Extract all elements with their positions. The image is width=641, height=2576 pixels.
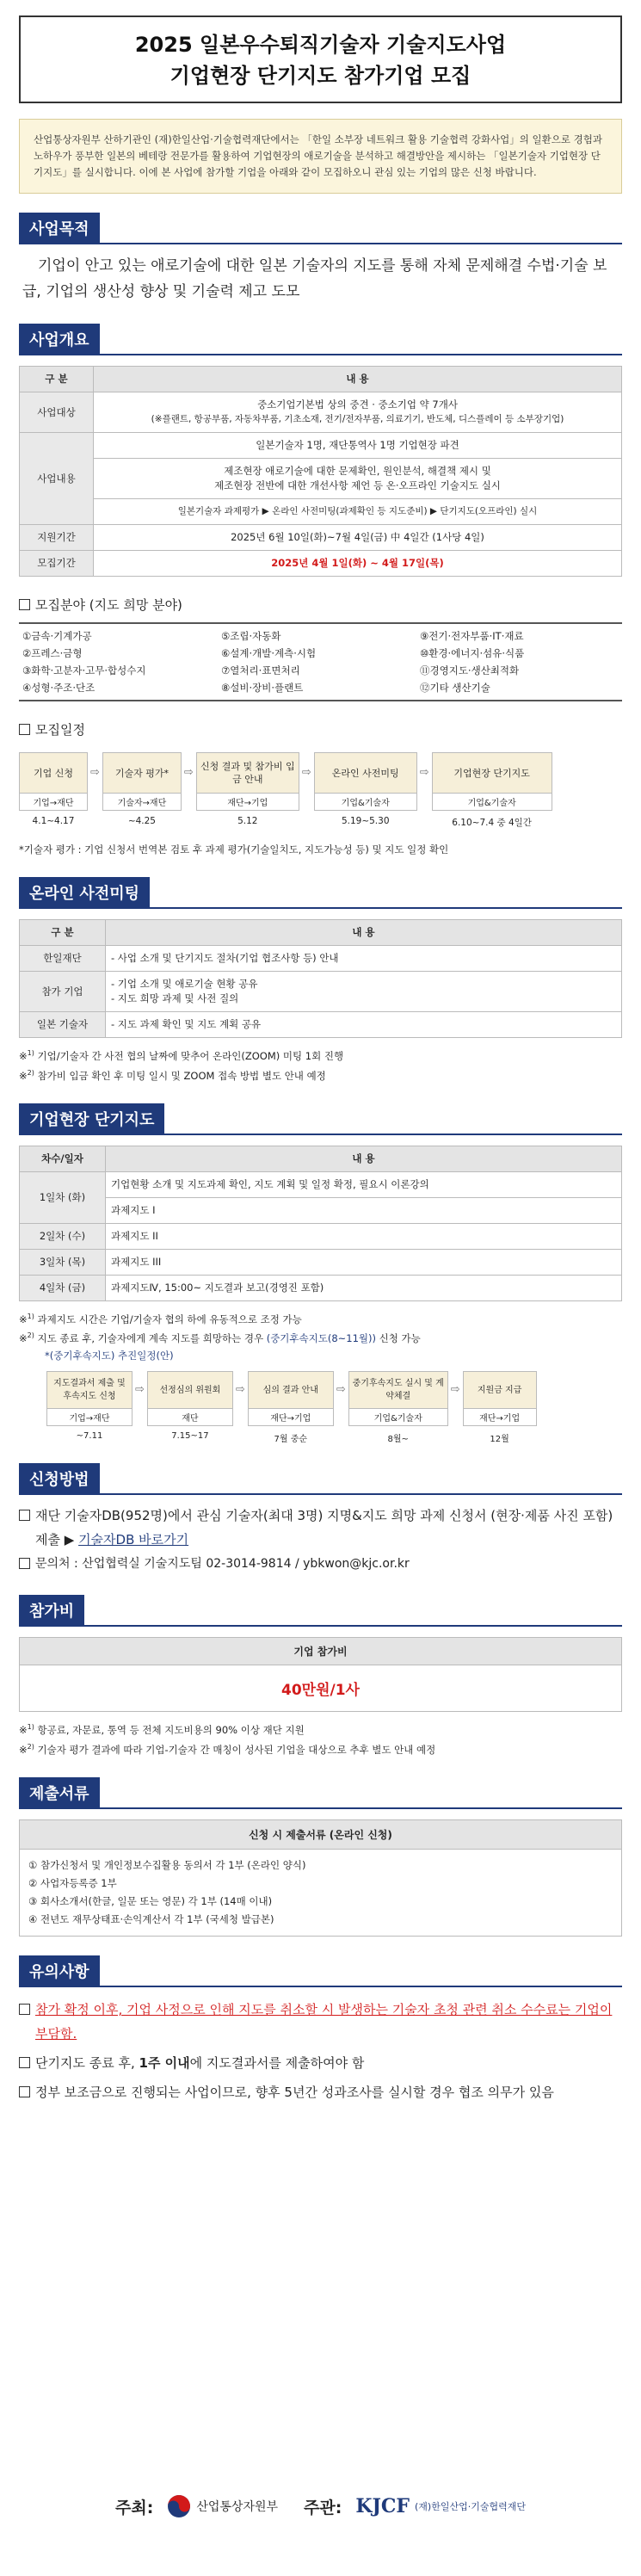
flow-step [348,1371,448,1444]
flow-step-label: 지도결과서 제출 및 후속지도 신청 [46,1371,133,1409]
note-text: 기술자 평가 결과에 따라 기업-기술자 간 매칭이 성사된 기업을 대상으로 추후 별도 안내 예정 [37,1743,436,1756]
caution-text: 참가 확정 이후, 기업 사정으로 인해 지도를 취소할 시 발생하는 기술자 초청 관련 취소 수수료는 기업이 부담함. [35,2001,613,2042]
caution-row [19,1998,622,2046]
content-line: 제조현장 전반에 대한 개선사항 제언 등 온·오프라인 기술지도 실시 [214,479,501,491]
caution-part: 에 지도결과서를 제출하여야 함 [189,2054,365,2071]
field-item: ⑪경영지도·생산최적화 [420,664,520,676]
row-label: 1일차 (화) [20,1171,106,1223]
caution-row [19,2051,622,2075]
target-cell [94,392,622,433]
flow-step [463,1371,537,1444]
apply-text [35,1504,622,1552]
checkbox-icon [19,2057,30,2068]
section-heading: 신청방법 [19,1463,100,1494]
flow-step-date: 5.19~5.30 [341,816,390,826]
flow-step-label: 기업 신청 [19,752,88,794]
purpose-text: 기업이 안고 있는 애로기술에 대한 일본 기술자의 지도를 통해 자체 문제해결 수법·기술 보급, 기업의 생산성 향상 및 기술력 제고 도모 [22,257,607,300]
row-label: 3일차 (목) [20,1249,106,1275]
schedule-heading-text: 모집일정 [35,722,85,738]
note-line: ※$^{1)}$ 항공료, 자문료, 통역 등 전체 지도비용의 90% 이상 재단 지원 [19,1723,305,1737]
title-line-1: 2025 일본우수퇴직기술자 기술지도사업 [134,33,507,57]
arrow-icon: ⇨ [301,766,311,779]
recruit-cell: 2025년 4월 1일(화) ~ 4월 17일(목) [94,551,622,577]
flow-step [19,752,88,826]
section-caution [19,1955,622,2104]
host-logo [167,2494,278,2518]
docs-item: ① 참가신청서 및 개인정보수집활용 동의서 각 1부 (온라인 양식) [28,1858,306,1871]
field-item: ④성형·주조·단조 [22,682,96,694]
fields-grid [19,622,622,701]
flow-step-label: 선정심의 위원회 [147,1371,233,1409]
flow-step-sub: 재단→기업 [196,794,299,811]
apply-row [19,1552,622,1576]
note-text: 신청 가능 [376,1332,421,1345]
flow-step-sub: 기업&기술자 [432,794,552,811]
flow-step-date: 12월 [490,1435,509,1445]
taegeuk-icon [167,2494,191,2518]
flow-step-sub: 기업→재단 [19,794,88,811]
note-text: 기업/기술자 간 사전 협의 날짜에 맞추어 온라인(ZOOM) 미팅 1회 진행 [37,1049,344,1062]
table-header: 구 분 [20,367,94,392]
row-label: 사업대상 [20,392,94,433]
arrow-icon: ⇨ [336,1383,346,1397]
checkbox-icon [19,599,30,610]
row-label: 지원기간 [20,525,94,551]
section-docs [19,1777,622,1937]
docs-box [19,1819,622,1937]
guidance-cell: 기업현황 소개 및 지도과제 확인, 지도 계획 및 일정 확정, 필요시 이론강의 [106,1171,622,1197]
row-label: 모집기간 [20,551,94,577]
row-label: 사업내용 [20,433,94,525]
target-line: 중소기업기본법 상의 중견 · 중소기업 약 7개사 [257,398,458,411]
period-cell: 2025년 6월 10일(화)~7월 4일(금) 中 4일간 (1사당 4일) [94,525,622,551]
section-heading: 사업목적 [19,213,100,244]
flow-step-label: 심의 결과 안내 [248,1371,334,1409]
field-item: ⑦열처리·표면처리 [221,664,300,676]
docs-list [20,1850,621,1936]
table-header: 차수/일자 [20,1146,106,1171]
checkbox-icon [19,2004,30,2015]
fee-box [19,1637,622,1712]
checkbox-icon [19,1510,30,1521]
caution-row [19,2080,622,2104]
flow-step-label: 중기후속지도 실시 및 계약체결 [348,1371,448,1409]
arrow-icon: ⇨ [135,1383,145,1397]
docs-item: ④ 전년도 재무상태표·손익계산서 각 1부 (국세청 발급본) [28,1912,274,1925]
note-mark: 1) [27,1723,34,1732]
meeting-table [19,919,622,1038]
section-heading: 온라인 사전미팅 [19,877,150,908]
arrow-icon: ⇨ [183,766,194,779]
section-heading: 제출서류 [19,1777,100,1808]
caution-part: 단기지도 종료 후, [35,2054,139,2071]
flow-step-date: ~4.25 [127,816,156,826]
flow-step-sub: 재단 [147,1409,233,1426]
content-cell: 일본기술자 과제평가 ▶ 온라인 사전미팅(과제확인 등 지도준비) ▶ 단기지도(오프라인) 실시 [94,499,622,525]
note-text: 참가비 입금 확인 후 미팅 일시 및 ZOOM 접속 방법 별도 안내 예정 [37,1069,326,1082]
flow-step-date: 7월 중순 [274,1435,308,1445]
section-rule [19,1625,622,1627]
flow-step-sub: 재단→기업 [463,1409,537,1426]
note-line: ※$^{2)}$ 기술자 평가 결과에 따라 기업-기술자 간 매칭이 성사된 기업을 대상으로 추후 별도 안내 예정 [19,1743,436,1756]
flow-step [314,752,417,826]
note-highlight: (중기후속지도(8~11월)) [266,1332,376,1345]
fields-heading-text: 모집분야 (지도 희망 분야) [35,597,182,613]
field-item: ⑩환경·에너지·섬유·식품 [420,647,525,659]
meeting-cell: - 지도 과제 확인 및 지도 계획 공유 [106,1012,622,1038]
flow-step-date: ~7.11 [76,1431,103,1442]
caution-text [35,2051,364,2075]
row-label: 2일차 (수) [20,1223,106,1249]
checkbox-icon [19,1558,30,1569]
note-line: ※$^{2)}$ 참가비 입금 확인 후 미팅 일시 및 ZOOM 접속 방법 별도 안내 예정 [19,1068,326,1082]
schedule-note: *기술자 평가 : 기업 신청서 번역본 검토 후 과제 평가(기술일치도, 지도가능성 등) 및 지도 일정 확인 [19,843,449,856]
checkbox-icon [19,724,30,735]
flow-step-sub: 기업&기술자 [348,1409,448,1426]
meeting-cell: - 사업 소개 및 단기지도 절차(기업 협조사항 등) 안내 [106,946,622,972]
field-item: ⑫기타 생산기술 [420,682,490,694]
section-heading: 유의사항 [19,1955,100,1986]
note-mark: 2) [27,1331,34,1340]
note-line: ※$^{1)}$ 기업/기술자 간 사전 협의 날짜에 맞추어 온라인(ZOOM) 미팅 1회 진행 [19,1049,344,1062]
flow-step-date: 5.12 [237,816,258,826]
docs-item: ③ 회사소개서(한글, 일문 또는 영문) 각 1부 (14매 이내) [28,1894,273,1907]
org-logo [355,2495,526,2517]
checkbox-icon [19,2086,30,2097]
table-header: 내 용 [106,920,622,946]
meeting-line: - 지도 희망 과제 및 사전 질의 [111,992,239,1004]
section-purpose [19,213,622,305]
db-link[interactable]: 기술자DB 바로가기 [78,1532,189,1548]
section-fee [19,1595,622,1758]
meeting-cell [106,972,622,1012]
fee-label: 기업 참가비 [20,1638,621,1665]
arrow-icon: ⇨ [235,1383,245,1397]
guidance-table [19,1146,622,1301]
host-label: 주최: [115,2498,154,2517]
guidance-cell: 과제지도 III [106,1249,622,1275]
title-box [19,15,622,103]
apply-line: 재단 기술자DB(952명)에서 관심 기술자(최대 3명) 지명&지도 희망 과제 신청서 (현장·제품 사진 포함) 제출 ▶ [35,1508,613,1548]
field-item: ①금속·기계가공 [22,630,92,642]
row-label: 참가 기업 [20,972,106,1012]
flow-step [432,752,552,829]
fee-notes [19,1719,622,1758]
section-heading: 사업개요 [19,324,100,355]
contact-text: 문의처 : 산업협력실 기술지도팀 02-3014-9814 / ybkwon@kjc.or.kr [35,1557,410,1572]
field-item: ⑥설계·개발·계측·시험 [221,647,317,659]
row-label: 4일차 (금) [20,1275,106,1300]
section-apply [19,1463,622,1576]
note-text: 항공료, 자문료, 통역 등 전체 지도비용의 90% 이상 재단 지원 [37,1724,305,1737]
note-mark: 1) [27,1049,34,1057]
schedule-heading [19,720,622,738]
docs-item: ② 사업자등록증 1부 [28,1876,117,1889]
flow-step-date: 6.10~7.4 중 4일간 [452,818,532,828]
content-cell [94,459,622,499]
flow-step-sub: 기업&기술자 [314,794,417,811]
table-header: 내 용 [106,1146,622,1171]
intro-box: 산업통상자원부 산하기관인 (재)한일산업·기술협력재단에서는 「한일 소부장 네트워크 활용 기술협력 강화사업」의 일환으로 경험과 노하우가 풍부한 일본의 베테랑 전문가를 활용하여 기업현장의 애로기술을 분석하고 해결방안을 제시하는 「일본기술자 기업현장 단기지도」를 실시합니다. 이에 본 사업에 참가할 기업을 아래와 같이 모집하오니 관심 있는 기업의 많은 신청 바랍니다. [19,119,622,194]
row-label: 한일재단 [20,946,106,972]
note-line: ※$^{1)}$ 과제지도 시간은 기업/기술자 협의 하에 유동적으로 조정 가능 [19,1312,302,1325]
table-header: 구 분 [20,920,106,946]
flow-step [46,1371,133,1441]
meeting-notes [19,1045,622,1084]
flow-step-date: 4.1~4.17 [32,816,75,826]
apply-body [19,1504,622,1576]
note-mark: 1) [27,1312,34,1320]
flow-step [147,1371,233,1441]
note-mark: 2) [27,1743,34,1751]
host-name: 산업통상자원부 [196,2500,279,2514]
field-item: ⑤조립·자동화 [221,630,281,642]
org-label: 주관: [304,2498,342,2517]
section-rule [19,1807,622,1809]
org-logo-text: KJCF [355,2495,410,2517]
caution-text: 정부 보조금으로 진행되는 사업이므로, 향후 5년간 성과조사를 실시할 경우 협조 의무가 있음 [35,2084,554,2100]
flow-step-sub: 기술자→재단 [102,794,182,811]
fee-value: 40만원/1사 [281,1682,360,1700]
caution-body [19,1998,622,2104]
field-item: ⑧설비·장비·플랜트 [221,682,304,694]
flow-step-label: 지원금 지급 [463,1371,537,1409]
flow-step-sub: 기업→재단 [46,1409,133,1426]
note-line: ※$^{2)}$ 지도 종료 후, 기술자에게 계속 지도를 희망하는 경우 (중기후속지도(8~11월)) 신청 가능 [19,1331,421,1345]
title-line-2: 기업현장 단기지도 참가기업 모집 [169,64,472,88]
guidance-cell: 과제지도 II [106,1223,622,1249]
flow-step-date: 7.15~17 [171,1431,209,1442]
flow-step [102,752,182,826]
arrow-icon: ⇨ [419,766,429,779]
flow-step-date: 8월~ [387,1435,409,1445]
meeting-line: - 기업 소개 및 애로기술 현황 공유 [111,978,258,990]
apply-row [19,1504,622,1552]
caution-emphasis: 1주 이내 [139,2054,190,2071]
note-mark: 2) [27,1068,34,1077]
arrow-icon: ⇨ [90,766,100,779]
note-text: 과제지도 시간은 기업/기술자 협의 하에 유동적으로 조정 가능 [37,1313,302,1325]
follow-flow [19,1371,622,1444]
arrow-icon: ⇨ [450,1383,460,1397]
table-header: 내 용 [94,367,622,392]
content-cell: 일본기술자 1명, 재단통역사 1명 기업현장 파견 [94,433,622,459]
guidance-notes [19,1308,622,1365]
section-guidance [19,1103,622,1445]
docs-label: 신청 시 제출서류 (온라인 신청) [20,1820,621,1850]
section-overview [19,324,622,577]
flow-step-label: 기업현장 단기지도 [432,752,552,794]
guidance-cell: 과제지도 I [106,1197,622,1223]
section-rule [19,1493,622,1495]
note-text: 지도 종료 후, 기술자에게 계속 지도를 희망하는 경우 [37,1332,267,1345]
flow-step-label: 신청 결과 및 참가비 입금 안내 [196,752,299,794]
content-line: 제조현장 애로기술에 대한 문제확인, 원인분석, 해결책 제시 및 [224,465,491,477]
flow-step [248,1371,334,1444]
field-item: ②프레스·금형 [22,647,83,659]
footer [0,2494,641,2518]
schedule-flow [19,752,622,829]
section-heading: 기업현장 단기지도 [19,1103,164,1134]
flow-step [196,752,299,826]
section-meeting [19,877,622,1084]
field-item: ⑨전기·전자부품·IT·재료 [420,630,524,642]
section-heading: 참가비 [19,1595,84,1626]
flow-step-label: 온라인 사전미팅 [314,752,417,794]
flow-step-label: 기술자 평가* [102,752,182,794]
section-rule [19,354,622,355]
guidance-cell: 과제지도Ⅳ, 15:00~ 지도결과 보고(경영진 포함) [106,1275,622,1300]
target-line: (※플랜트, 항공부품, 자동차부품, 기초소재, 전기/전자부품, 의료기기, 반도체, 디스플레이 등 소부장기업) [151,414,564,424]
row-label: 일본 기술자 [20,1012,106,1038]
field-item: ③화학·고분자·고무·합성수지 [22,664,146,676]
overview-table [19,366,622,577]
follow-label: *(중기후속지도) 추진일정(안) [45,1350,174,1362]
org-name: (재)한일산업·기술협력재단 [415,2501,526,2512]
fields-heading [19,596,622,614]
section-rule [19,1986,622,1987]
flow-step-sub: 재단→기업 [248,1409,334,1426]
